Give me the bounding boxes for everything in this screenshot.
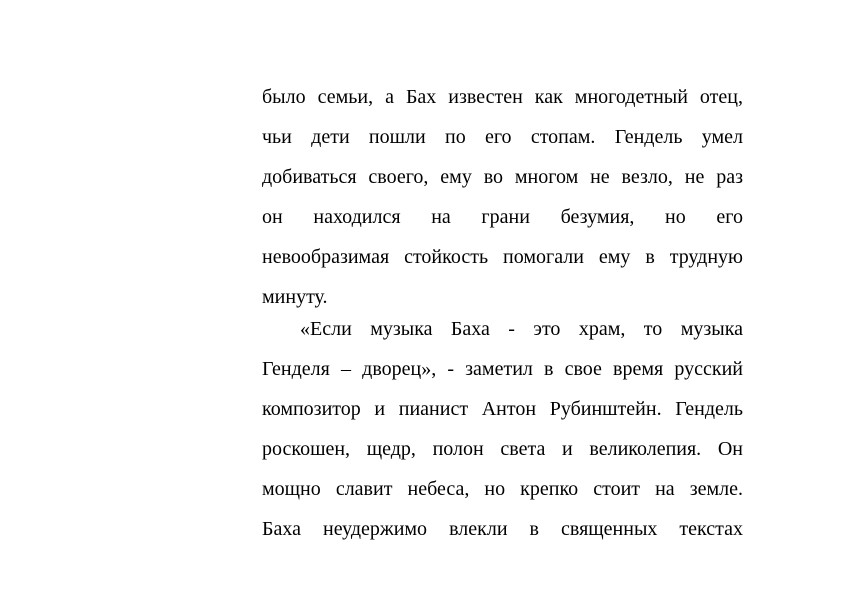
- text-line: «Если музыка Баха - это храм, то музыка: [300, 318, 743, 340]
- paragraph-2: [262, 318, 743, 541]
- text-line: невообразимая стойкость помогали ему в трудную: [262, 246, 743, 268]
- text-line: минуту.: [262, 286, 328, 308]
- text-line: мощно славит небеса, но крепко стоит на земле.: [262, 478, 743, 500]
- paragraph-1: [262, 86, 743, 309]
- text-line: добиваться своего, ему во многом не везло, не раз: [262, 166, 743, 188]
- text-line: было семьи, а Бах известен как многодетный отец,: [262, 86, 743, 108]
- text-line: роскошен, щедр, полон света и великолепия. Он: [262, 438, 743, 460]
- text-line: чьи дети пошли по его стопам. Гендель умел: [262, 126, 743, 148]
- text-line: Генделя – дворец», - заметил в свое время русский: [262, 358, 743, 380]
- text-line: композитор и пианист Антон Рубинштейн. Гендель: [262, 398, 743, 420]
- text-line: он находился на грани безумия, но его: [262, 206, 743, 228]
- text-line: Баха неудержимо влекли в священных текстах: [262, 518, 743, 540]
- body-text: [262, 86, 743, 541]
